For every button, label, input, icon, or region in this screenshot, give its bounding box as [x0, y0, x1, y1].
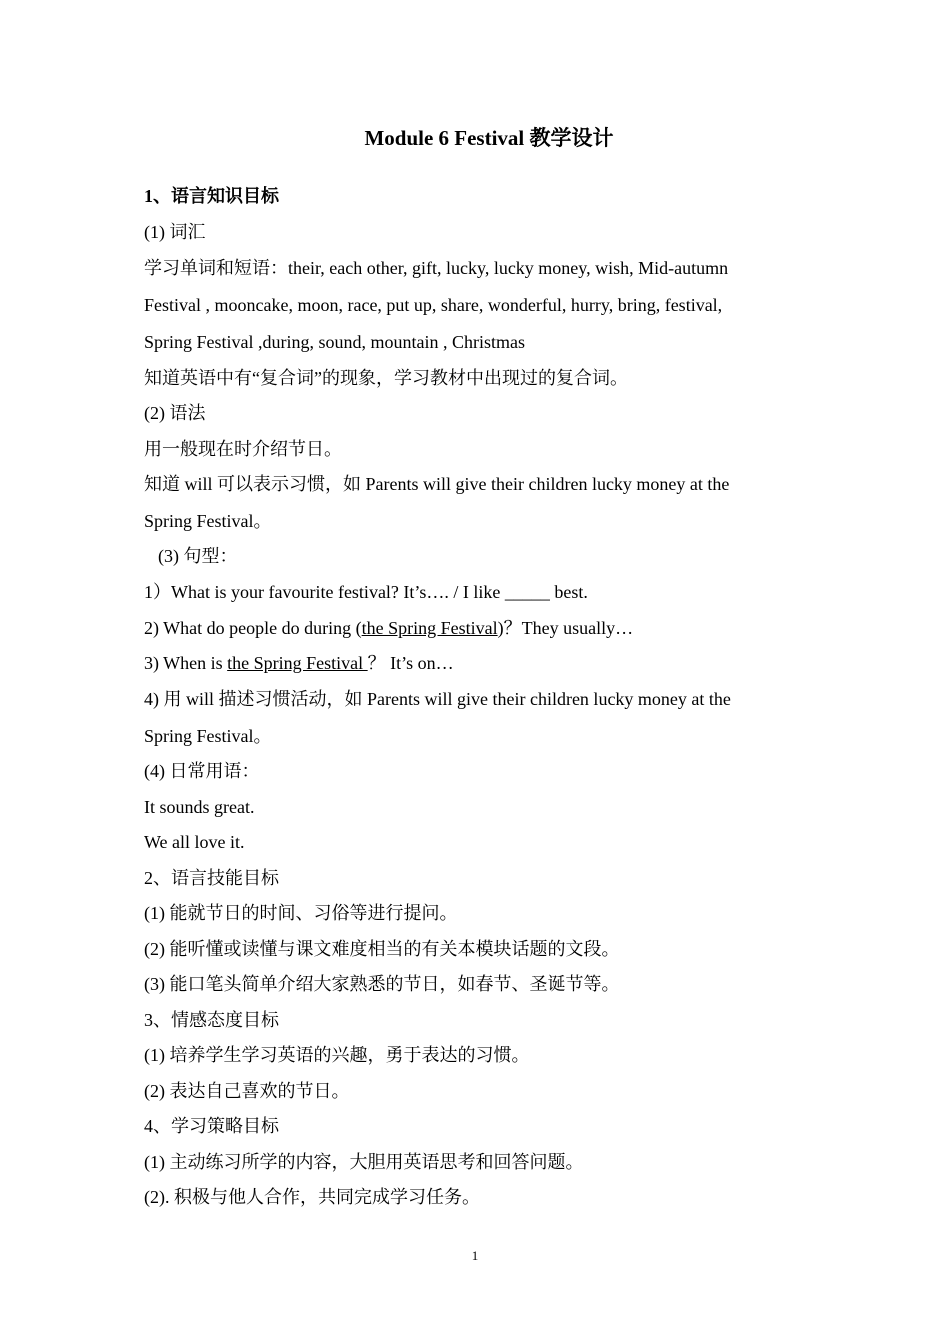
- subheading-vocabulary: (1) 词汇: [144, 222, 206, 242]
- pattern-1: 1）What is your favourite festival? It’s…. / I like _____ best.: [144, 582, 588, 602]
- pattern-4-continued: Spring Festival。: [144, 726, 272, 746]
- grammar-line-1: 用一般现在时介绍节日。: [144, 439, 342, 459]
- expression-1: It sounds great.: [144, 797, 255, 817]
- document-title: Module 6 Festival 教学设计: [364, 126, 614, 150]
- pattern-2-post: )？They usually…: [497, 618, 634, 638]
- expression-2: We all love it.: [144, 832, 245, 852]
- pattern-2: [144, 616, 633, 640]
- section-heading-language-skills: 2、语言技能目标: [144, 868, 279, 888]
- section-heading-learning-strategy: 4、学习策略目标: [144, 1116, 279, 1136]
- subheading-daily-expressions: (4) 日常用语：: [144, 761, 260, 781]
- pattern-3-pre: 3) When is: [144, 653, 228, 673]
- vocabulary-line-1: 学习单词和短语：their, each other, gift, lucky, lucky money, wish, Mid-autumn: [144, 258, 729, 278]
- section-heading-language-knowledge: 1、语言知识目标: [144, 186, 279, 206]
- attitude-1: (1) 培养学生学习英语的兴趣，勇于表达的习惯。: [144, 1045, 530, 1065]
- pattern-3: [144, 651, 454, 675]
- skill-1: (1) 能就节日的时间、习俗等进行提问。: [144, 903, 458, 923]
- pattern-3-underlined: the Spring Festival: [227, 653, 368, 673]
- subheading-sentence-patterns: (3) 句型：: [158, 546, 238, 566]
- subheading-grammar: (2) 语法: [144, 403, 206, 423]
- vocabulary-line-2: Festival , mooncake, moon, race, put up, share, wonderful, hurry, bring, festival,: [144, 295, 723, 315]
- section-heading-emotional-attitude: 3、情感态度目标: [144, 1010, 279, 1030]
- grammar-line-3: Spring Festival。: [144, 511, 272, 531]
- strategy-2: (2). 积极与他人合作，共同完成学习任务。: [144, 1187, 480, 1207]
- pattern-3-post: ？ It’s on…: [367, 653, 454, 673]
- pattern-4: 4) 用 will 描述习惯活动，如 Parents will give their children lucky money at the: [144, 689, 731, 709]
- pattern-2-pre: 2) What do people do during (: [144, 618, 362, 638]
- compound-words-note: 知道英语中有“复合词”的现象，学习教材中出现过的复合词。: [144, 368, 628, 388]
- pattern-2-underlined: the Spring Festival: [361, 618, 498, 638]
- attitude-2: (2) 表达自己喜欢的节日。: [144, 1081, 350, 1101]
- skill-2: (2) 能听懂或读懂与课文难度相当的有关本模块话题的文段。: [144, 939, 620, 959]
- strategy-1: (1) 主动练习所学的内容，大胆用英语思考和回答问题。: [144, 1152, 584, 1172]
- vocabulary-line-3: Spring Festival ,during, sound, mountain , Christmas: [144, 332, 525, 352]
- page-number: 1: [471, 1248, 479, 1263]
- skill-3: (3) 能口笔头简单介绍大家熟悉的节日，如春节、圣诞节等。: [144, 974, 620, 994]
- grammar-line-2: 知道 will 可以表示习惯，如 Parents will give their children lucky money at the: [144, 474, 730, 494]
